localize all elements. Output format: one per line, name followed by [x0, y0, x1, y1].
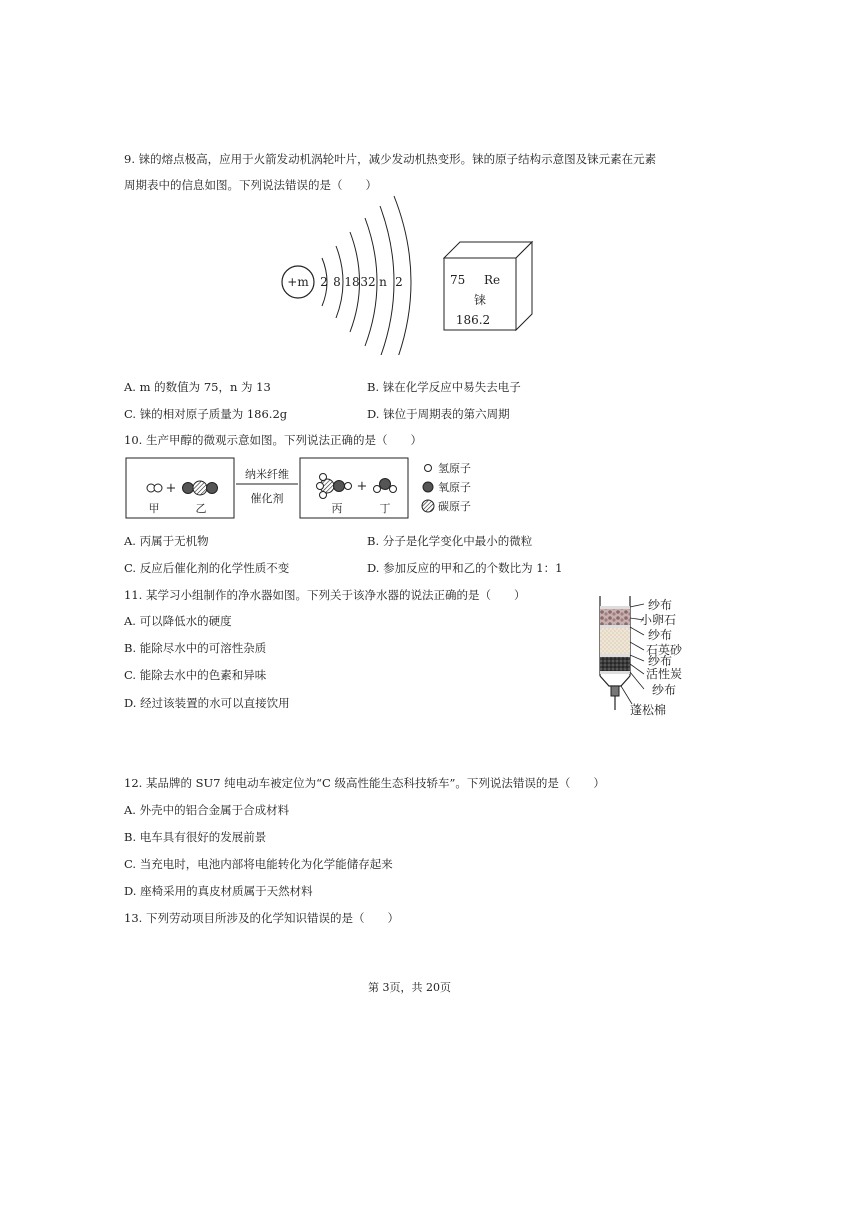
filter-label: 小卵石 [640, 613, 677, 627]
reactant-label-jia: 甲 [148, 502, 160, 515]
filter-label: 纱布 [652, 683, 677, 697]
oxygen-atom [334, 481, 345, 492]
atomic-number: 75 [450, 273, 466, 287]
legend-hydrogen-label: 氢原子 [438, 462, 471, 475]
legend-carbon-label: 碳原子 [438, 500, 471, 513]
page-footer: 第 3页，共 20页 [368, 981, 451, 994]
water-purifier-diagram [592, 592, 700, 720]
gauze-layer [600, 625, 630, 628]
q12-stem: 12. 某品牌的 SU7 纯电动车被定位为“C 级高性能生态科技轿车”。下列说法错误的是（ ） [124, 776, 605, 790]
q12-option-b: B. 电车具有很好的发展前景 [124, 830, 267, 844]
gauze-layer [600, 606, 630, 609]
carbon-layer [600, 657, 630, 671]
methanol-reaction-diagram [122, 454, 492, 524]
oxygen-atom [380, 479, 391, 490]
q9-option-c: C. 铼的相对原子质量为 186.2g [124, 407, 288, 421]
q10-stem: 10. 生产甲醇的微观示意如图。下列说法正确的是（ ） [124, 433, 422, 447]
hydrogen-atom [317, 483, 324, 490]
q9-option-d: D. 铼位于周期表的第六周期 [367, 407, 510, 421]
plus-sign: + [356, 479, 368, 494]
reactant-label-yi: 乙 [195, 502, 207, 515]
element-name: 铼 [473, 293, 487, 307]
oxygen-atom [183, 483, 194, 494]
hydrogen-atom [154, 484, 162, 492]
nucleus-charge: +m [287, 275, 309, 289]
legend-oxygen-label: 氧原子 [438, 481, 471, 494]
q11-option-d: D. 经过该装置的水可以直接饮用 [124, 696, 290, 710]
hydrogen-atom [345, 483, 352, 490]
q9-option-a: A. m 的数值为 75，n 为 13 [124, 380, 271, 394]
hydrogen-atom [374, 486, 381, 493]
q11-option-b: B. 能除尽水中的可溶性杂质 [124, 641, 267, 655]
catalyst-label-top: 纳米纤维 [245, 468, 289, 481]
q12-option-c: C. 当充电时，电池内部将电能转化为化学能储存起来 [124, 857, 393, 871]
shell-count: 32 [360, 275, 376, 289]
q11-stem: 11. 某学习小组制作的净水器如图。下列关于该净水器的说法正确的是（ ） [124, 588, 526, 602]
q13-stem: 13. 下列劳动项目所涉及的化学知识错误的是（ ） [124, 911, 399, 925]
product-label-bing: 丙 [331, 502, 343, 515]
carbon-atom [193, 481, 207, 495]
legend-hydrogen-icon [425, 465, 432, 472]
hydrogen-atom [390, 486, 397, 493]
product-label-ding: 丁 [379, 502, 391, 515]
legend-carbon-icon [422, 500, 434, 512]
shell-count: 2 [395, 275, 403, 289]
shell-count: 8 [333, 275, 341, 289]
shell-count: n [379, 275, 387, 289]
plus-sign: + [165, 481, 177, 496]
sand-layer [600, 628, 630, 654]
gauze-layer [600, 671, 630, 674]
pebble-layer [600, 609, 630, 625]
catalyst-label-bottom: 催化剂 [250, 492, 284, 505]
q10-option-c: C. 反应后催化剂的化学性质不变 [124, 561, 290, 575]
q12-option-d: D. 座椅采用的真皮材质属于天然材料 [124, 884, 313, 898]
filter-label: 蓬松棉 [630, 703, 667, 717]
filter-label: 纱布 [648, 598, 673, 612]
q10-option-b: B. 分子是化学变化中最小的微粒 [367, 534, 533, 548]
filter-label: 活性炭 [646, 667, 683, 681]
q9-stem-line1: 9. 铼的熔点极高，应用于火箭发动机涡轮叶片，减少发动机热变形。铼的原子结构示意图及铼元素在元素 [124, 152, 657, 166]
shell-count: 18 [344, 275, 360, 289]
q9-stem-line2: 周期表中的信息如图。下列说法错误的是（ ） [124, 178, 377, 192]
q11-option-c: C. 能除去水中的色素和异味 [124, 668, 267, 682]
q10-option-a: A. 丙属于无机物 [124, 534, 209, 548]
filter-label: 纱布 [648, 628, 673, 642]
gauze-layer [600, 654, 630, 657]
q9-option-b: B. 铼在化学反应中易失去电子 [367, 380, 521, 394]
q11-option-a: A. 可以降低水的硬度 [124, 614, 232, 628]
shell-count: 2 [320, 275, 328, 289]
filter-label: 石英砂 [646, 643, 683, 657]
hydrogen-atom [320, 492, 327, 499]
element-symbol: Re [484, 273, 501, 287]
q12-option-a: A. 外壳中的铝合金属于合成材料 [124, 803, 290, 817]
periodic-table-cell [440, 238, 540, 338]
atomic-mass: 186.2 [455, 313, 491, 327]
filter-label: 纱布 [648, 654, 673, 668]
legend-oxygen-icon [423, 482, 433, 492]
atom-structure-diagram [270, 190, 420, 355]
q10-option-d: D. 参加反应的甲和乙的个数比为 1：1 [367, 561, 563, 575]
oxygen-atom [207, 483, 218, 494]
hydrogen-atom [320, 474, 327, 481]
